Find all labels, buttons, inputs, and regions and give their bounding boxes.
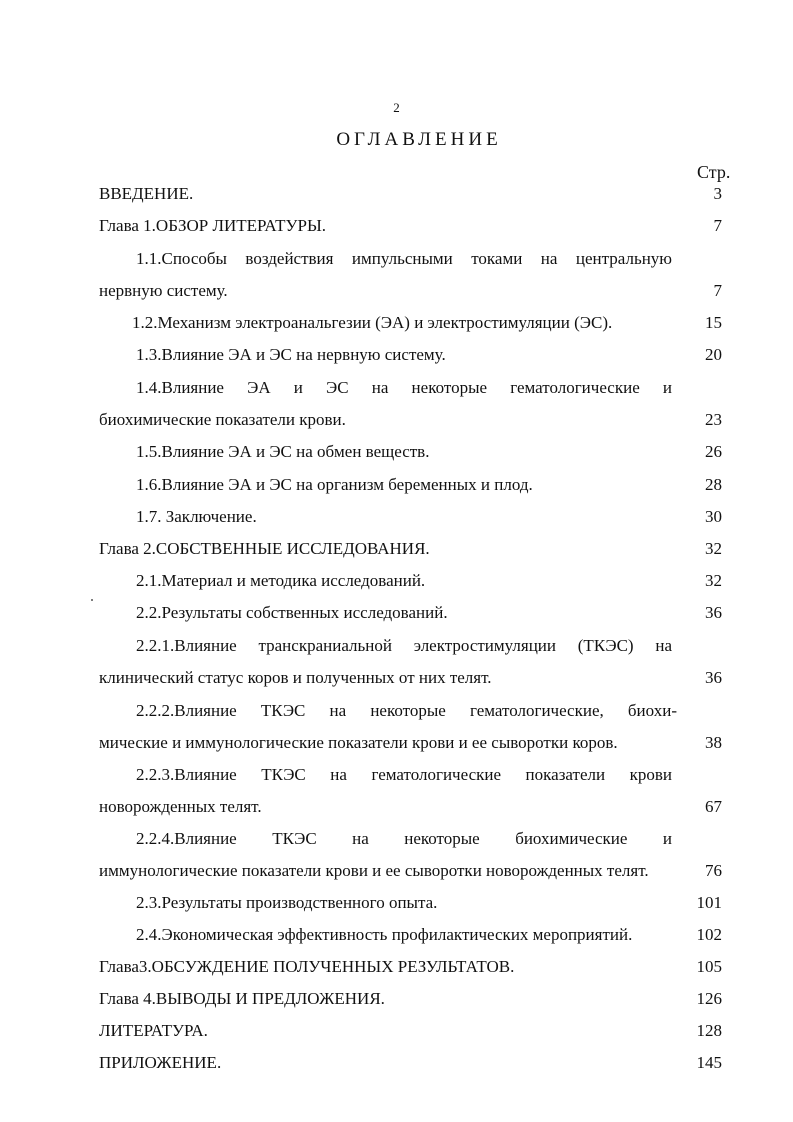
scan-speck	[91, 599, 93, 601]
toc-entry-page: 30	[705, 507, 722, 526]
toc-entry-text: ВВЕДЕНИЕ.	[99, 184, 194, 203]
toc-entry-text: иммунологические показатели крови и ее сыворотки новорожденных телят.	[99, 861, 649, 880]
toc-entry-text: 2.2.1.Влияние транскраниальной электростимуляции (ТКЭС) на	[136, 636, 672, 655]
toc-entry-page: 102	[696, 925, 722, 944]
toc-entry-text: 1.5.Влияние ЭА и ЭС на обмен веществ.	[136, 442, 430, 461]
page-title: ОГЛАВЛЕНИЕ	[336, 129, 502, 150]
toc-entry-text: 1.6.Влияние ЭА и ЭС на организм беременных и плод.	[136, 475, 533, 494]
toc-entry-text: ЛИТЕРАТУРА.	[99, 1021, 208, 1040]
toc-entry-text: 2.2.4.Влияние ТКЭС на некоторые биохимические и	[136, 829, 672, 848]
toc-entry-page: 101	[696, 893, 722, 912]
toc-entry-page: 36	[705, 603, 722, 622]
toc-entry-page: 26	[705, 442, 722, 461]
toc-entry-page: 20	[705, 345, 722, 364]
toc-entry-text: 1.2.Механизм электроанальгезии (ЭА) и электростимуляции (ЭС).	[132, 313, 613, 332]
toc-entry-page: 15	[705, 313, 722, 332]
toc-entry-page: 128	[696, 1021, 722, 1040]
toc-entry-page: 32	[705, 571, 722, 590]
toc-entry-page: 28	[705, 475, 722, 494]
toc-entry-text: нервную систему.	[99, 281, 228, 300]
toc-entry-text: мические и иммунологические показатели крови и ее сыворотки коров.	[99, 733, 618, 752]
toc-entry-text: 2.3.Результаты производственного опыта.	[136, 893, 438, 912]
toc-entry-page: 23	[705, 410, 722, 429]
page-number: 2	[393, 100, 400, 115]
toc-entry-text: новорожденных телят.	[99, 797, 262, 816]
toc-entry-page: 67	[705, 797, 722, 816]
toc-entry-page: 3	[713, 184, 722, 203]
toc-entry-text: 2.2.Результаты собственных исследований.	[136, 603, 448, 622]
toc-entry-text: Глава 2.СОБСТВЕННЫЕ ИССЛЕДОВАНИЯ.	[99, 539, 430, 558]
toc-entry-page: 36	[705, 668, 722, 687]
toc-entry-text: 1.7. Заключение.	[136, 507, 257, 526]
page-column-header: Стр.	[697, 162, 731, 182]
toc-entry-page: 76	[705, 861, 722, 880]
toc-entry-text: 2.2.3.Влияние ТКЭС на гематологические показатели крови	[136, 765, 672, 784]
toc-entry-text: 2.1.Материал и методика исследований.	[136, 571, 426, 590]
toc-entry-text: 1.4.Влияние ЭА и ЭС на некоторые гематологические и	[136, 378, 672, 397]
toc-entry-page: 105	[696, 957, 722, 976]
toc-entry-page: 38	[705, 733, 722, 752]
toc-entry-text: 2.4.Экономическая эффективность профилактических мероприятий.	[136, 925, 633, 944]
toc-entry-page: 145	[696, 1053, 722, 1072]
toc-entry-text: биохимические показатели крови.	[99, 410, 346, 429]
toc-entry-page: 7	[713, 216, 722, 235]
toc-entry-text: 2.2.2.Влияние ТКЭС на некоторые гематологические, биохи-	[136, 701, 677, 720]
toc-entry-text: Глава3.ОБСУЖДЕНИЕ ПОЛУЧЕННЫХ РЕЗУЛЬТАТОВ.	[99, 957, 515, 976]
toc-entry-text: 1.3.Влияние ЭА и ЭС на нервную систему.	[136, 345, 446, 364]
toc-entry-page: 32	[705, 539, 722, 558]
toc-entry-text: Глава 1.ОБЗОР ЛИТЕРАТУРЫ.	[99, 216, 327, 235]
toc-entry-text: 1.1.Способы воздействия импульсными токами на центральную	[136, 249, 672, 268]
toc-entry-text: ПРИЛОЖЕНИЕ.	[99, 1053, 222, 1072]
toc-entry-text: Глава 4.ВЫВОДЫ И ПРЕДЛОЖЕНИЯ.	[99, 989, 385, 1008]
toc-entry-text: клинический статус коров и полученных от них телят.	[99, 668, 492, 687]
toc-entry-page: 7	[713, 281, 722, 300]
toc-entry-page: 126	[696, 989, 722, 1008]
